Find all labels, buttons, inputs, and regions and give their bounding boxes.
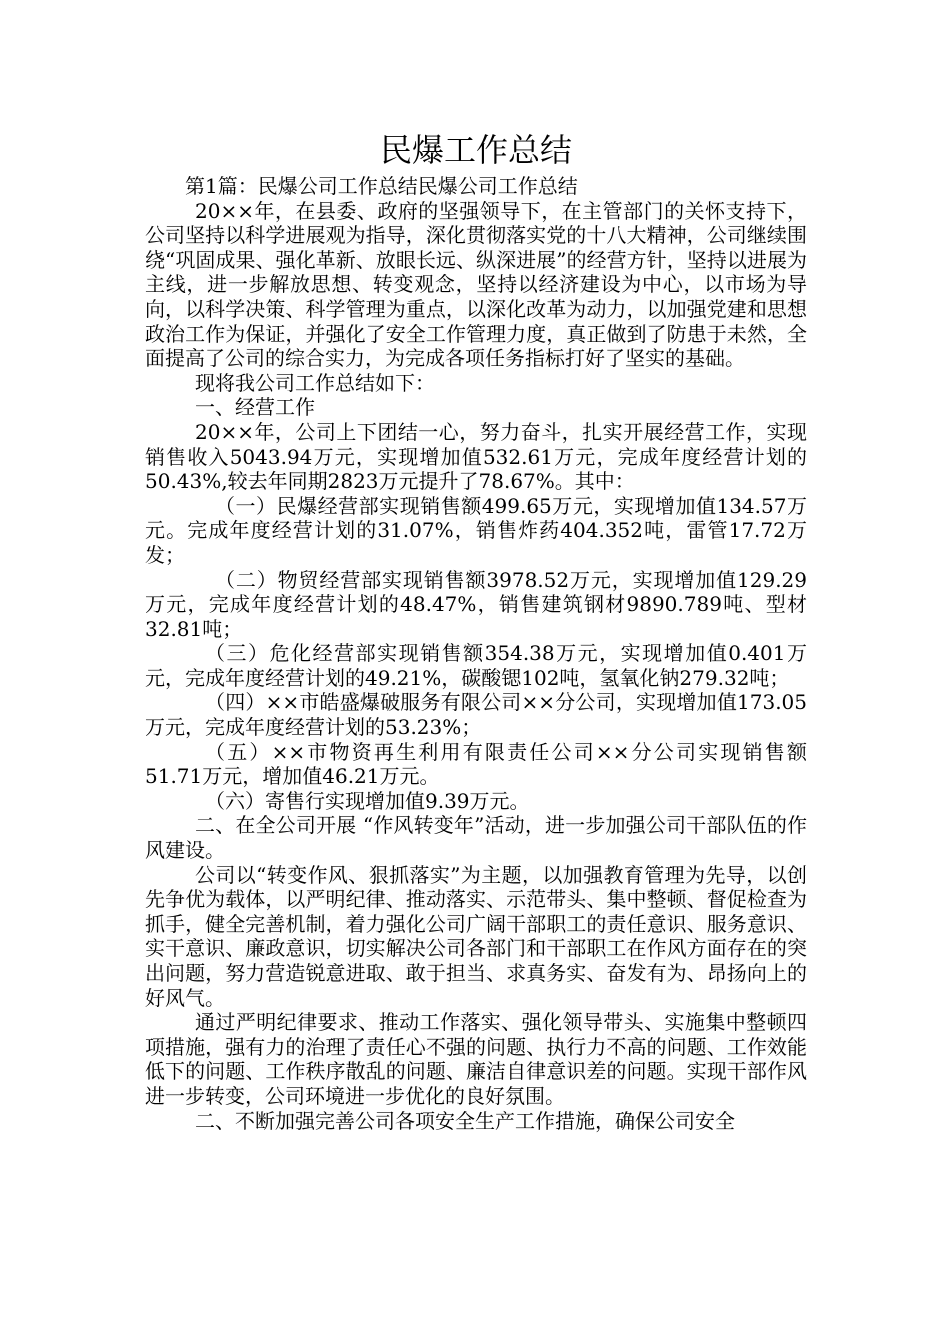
document-body <box>145 174 807 1133</box>
section-heading: 二、在全公司开展 “作风转变年”活动，进一步加强公司干部队伍的作风建设。 <box>145 813 807 863</box>
paragraph: 20××年，在县委、政府的坚强领导下，在主管部门的关怀支持下，公司坚持以科学进展观为指导，深化贯彻落实党的十八大精神，公司继续围绕“巩固成果、强化革新、放眼长远、纵深进展”的经营方针，坚持以进展为主线，进一步解放思想、转变观念，坚持以经济建设为中心，以市场为导向，以科学决策、科学管理为重点，以深化改革为动力，以加强党建和思想政治工作为保证，并强化了安全工作管理力度，真正做到了防患于未然，全面提高了公司的综合实力，为完成各项任务指标打好了坚实的基础。 <box>145 198 807 371</box>
list-item: （五）××市物资再生利用有限责任公司××分公司实现销售额51.71万元，增加值46.21万元。 <box>145 739 807 789</box>
section-heading: 一、经营工作 <box>195 395 315 420</box>
list-item: （六）寄售行实现增加值9.39万元。 <box>205 788 530 813</box>
paragraph: 公司以“转变作风、狠抓落实”为主题，以加强教育管理为先导，以创先争优为载体，以严明纪律、推动落实、示范带头、集中整顿、督促检查为抓手，健全完善机制，着力强化公司广阔干部职工的责任意识、服务意识、实干意识、廉政意识，切实解决公司各部门和干部职工在作风方面存在的突出问题，努力营造锐意进取、敢于担当、求真务实、奋发有为、昂扬向上的好风气。 <box>145 862 807 1010</box>
section-heading: 二、不断加强完善公司各项安全生产工作措施，确保公司安全 <box>195 1108 735 1133</box>
document-page <box>145 128 807 1133</box>
list-item: （四）××市皓盛爆破服务有限公司××分公司，实现增加值173.05万元，完成年度经营计划的53.23%； <box>145 690 807 740</box>
paragraph: 第1篇：民爆公司工作总结民爆公司工作总结 <box>185 174 578 198</box>
list-item: （二）物贸经营部实现销售额3978.52万元，实现增加值129.29万元，完成年度经营计划的48.47%，销售建筑钢材9890.789吨、型材32.81吨； <box>145 567 807 641</box>
paragraph: 20××年，公司上下团结一心，努力奋斗，扎实开展经营工作，实现销售收入5043.94万元，实现增加值532.61万元，完成年度经营计划的50.43%,较去年同期2823万元提升了78.67%。其中： <box>145 419 807 494</box>
list-item: （一）民爆经营部实现销售额499.65万元，实现增加值134.57万元。完成年度经营计划的31.07%，销售炸药404.352吨，雷管17.72万发； <box>145 493 807 567</box>
document-title: 民爆工作总结 <box>379 131 572 169</box>
paragraph: 现将我公司工作总结如下： <box>195 370 435 395</box>
paragraph: 通过严明纪律要求、推动工作落实、强化领导带头、实施集中整顿四项措施，强有力的治理了责任心不强的问题、执行力不高的问题、工作效能低下的问题、工作秩序散乱的问题、廉洁自律意识差的问题。实现干部作风进一步转变，公司环境进一步优化的良好氛围。 <box>145 1010 807 1108</box>
list-item: （三）危化经营部实现销售额354.38万元，实现增加值0.401万元，完成年度经营计划的49.21%，碳酸锶102吨，氢氧化钠279.32吨； <box>145 641 807 690</box>
